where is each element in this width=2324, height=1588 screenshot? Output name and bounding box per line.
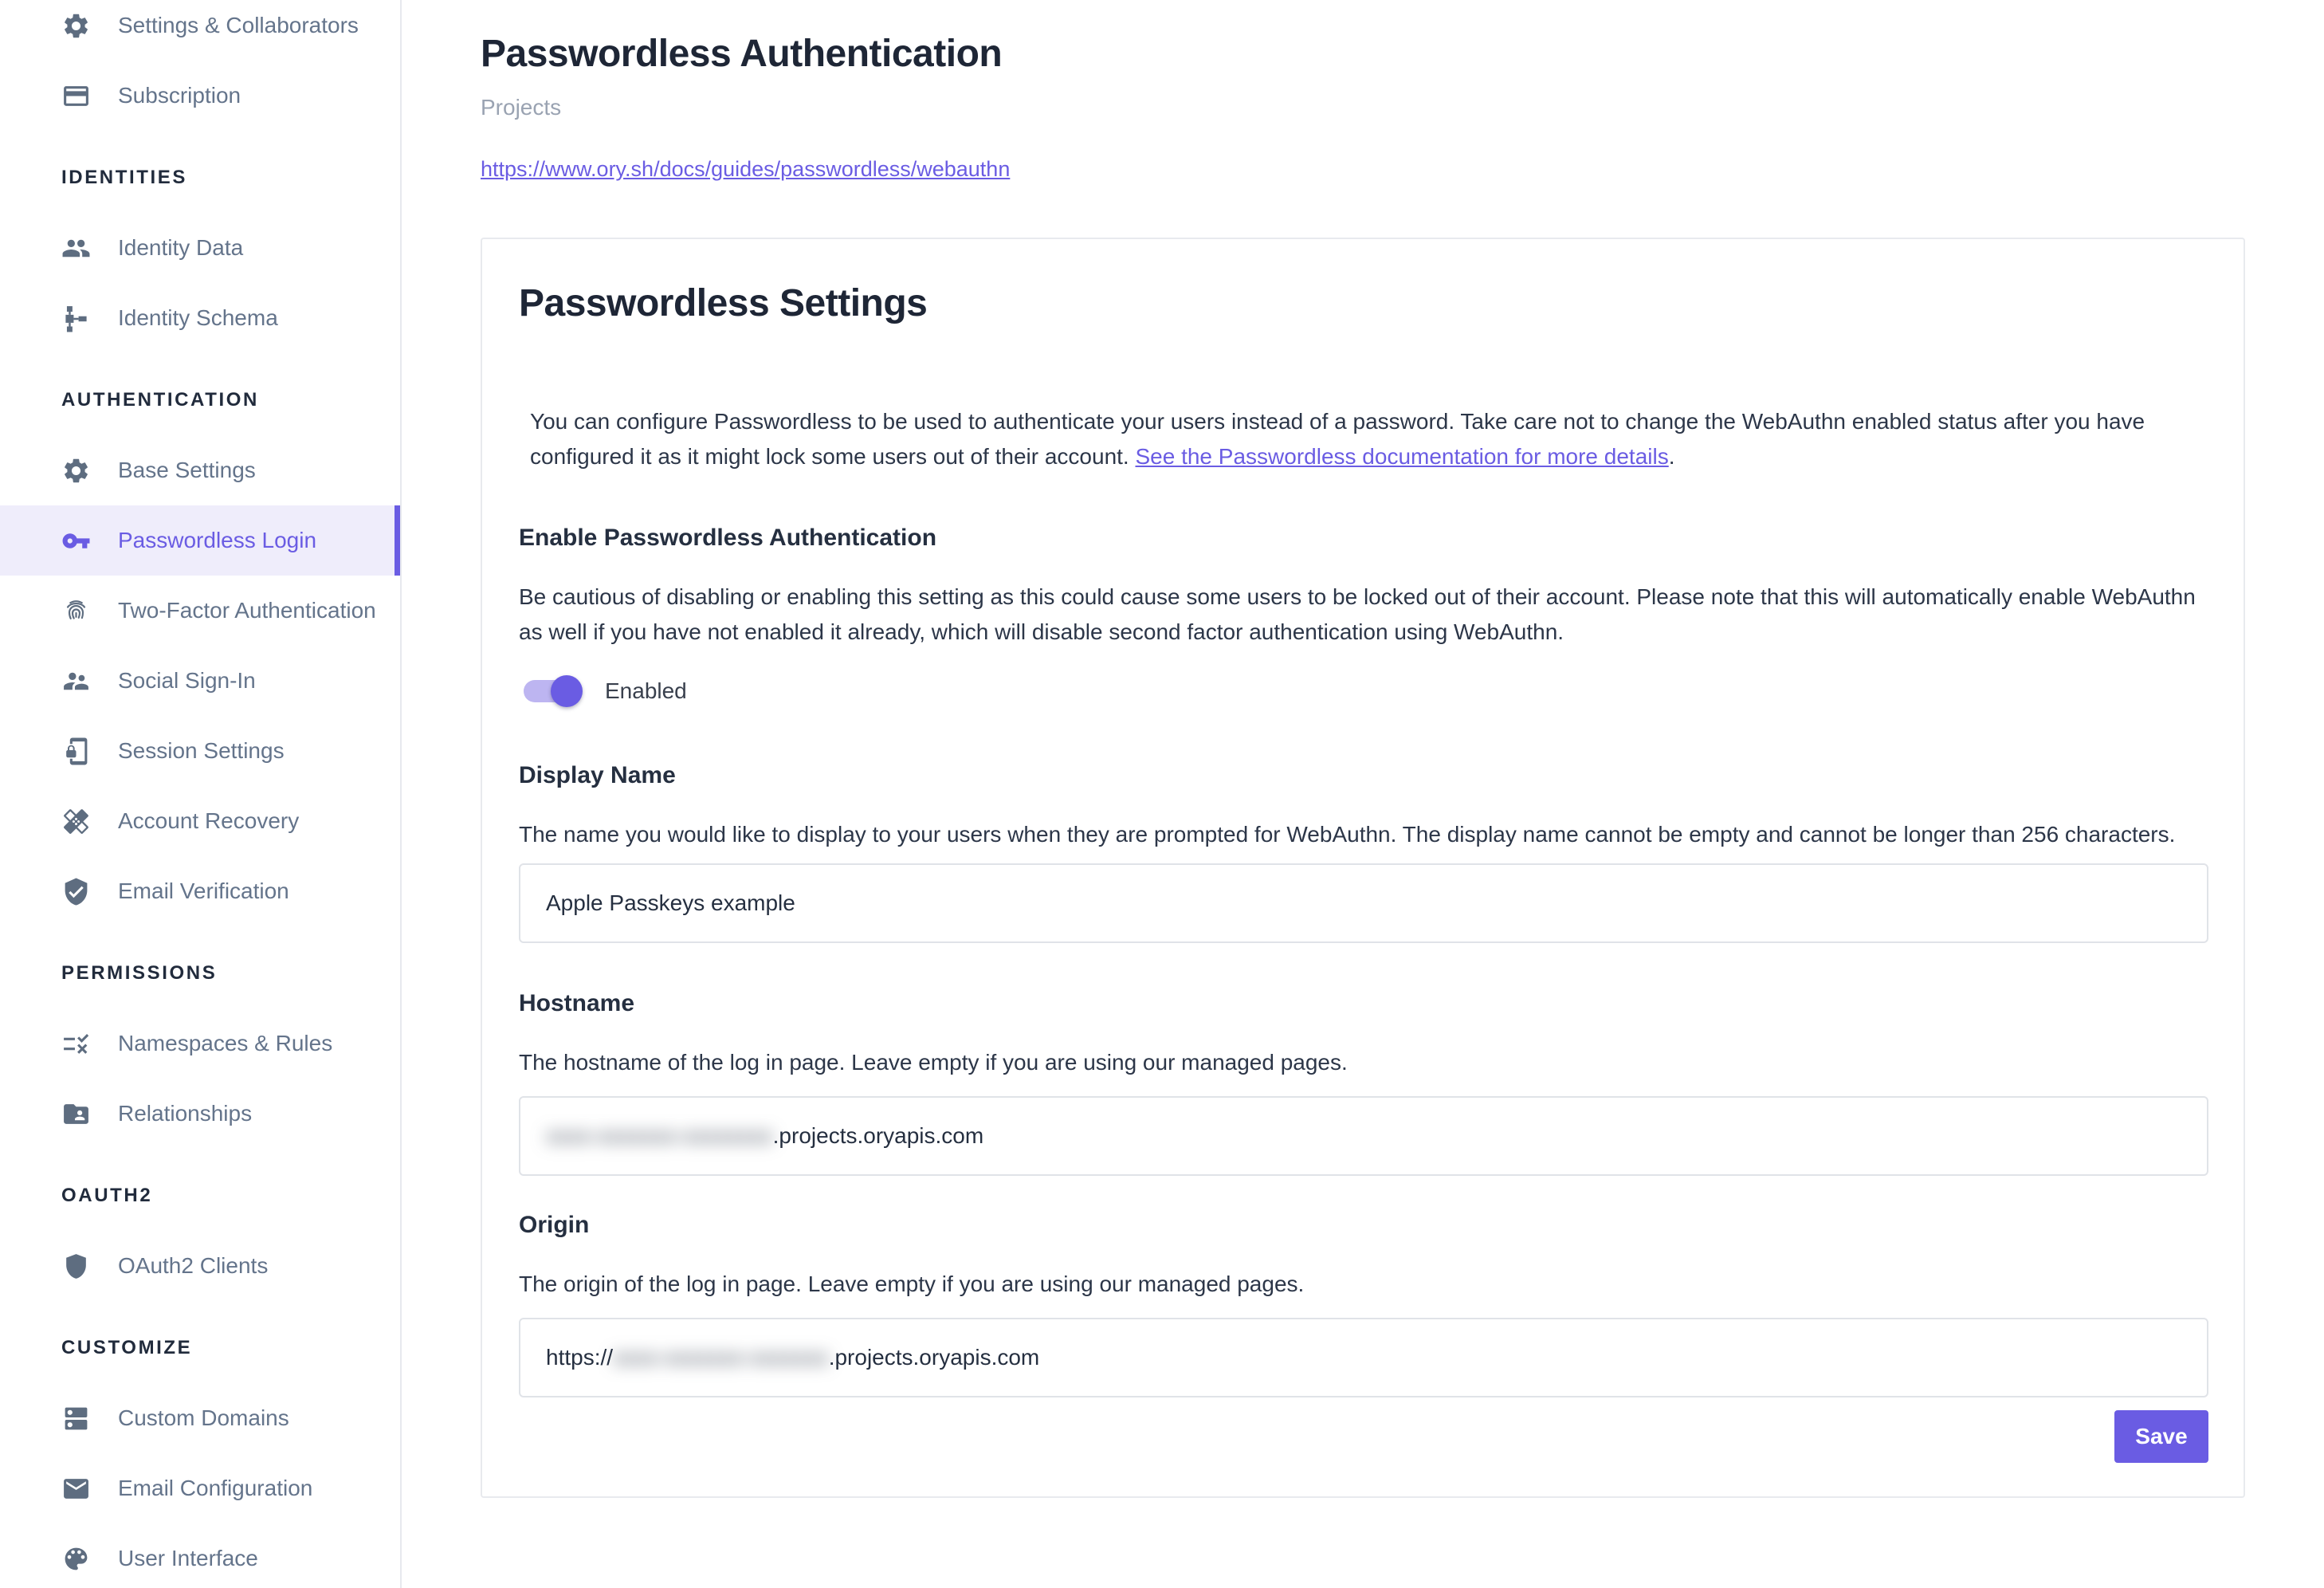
card-actions	[519, 1410, 2208, 1463]
rule-icon	[61, 1029, 91, 1059]
enable-description: Be cautious of disabling or enabling this setting as this could cause some users to be locked out of their account. Please note that this will automatically enable WebAuthn as well if you have not enabled it already, which will disable second factor authentication using WebAuthn.	[519, 584, 2196, 644]
main-content	[402, 0, 2324, 1588]
sidebar-section-authentication: AUTHENTICATION	[61, 389, 259, 411]
save-button[interactable]: Save	[2114, 1410, 2208, 1463]
sidebar-item-identity-data[interactable]	[0, 213, 400, 283]
dns-icon	[61, 1404, 91, 1433]
sidebar-item-custom-domains[interactable]	[0, 1383, 400, 1453]
sidebar-item-email-configuration[interactable]	[0, 1453, 400, 1523]
passwordless-settings-card	[481, 238, 2245, 1498]
card-intro	[519, 404, 2208, 474]
sidebar-item-label: Session Settings	[118, 738, 285, 763]
toggle-label: Enabled	[605, 678, 687, 703]
sidebar-item-account-recovery[interactable]	[0, 786, 400, 856]
sidebar-item-social-sign-in[interactable]	[0, 646, 400, 716]
supervisor-icon	[61, 666, 91, 696]
card-title: Passwordless Settings	[519, 282, 928, 324]
sidebar	[0, 0, 402, 1588]
phonelock-icon	[61, 737, 91, 766]
healing-icon	[61, 807, 91, 836]
sidebar-section-oauth2: OAUTH2	[61, 1185, 153, 1206]
sidebar-item-label: Passwordless Login	[118, 528, 317, 552]
intro-text: You can configure Passwordless to be used to authenticate your users instead of a password. Take care not to change the WebAuthn enabled status after you have configured it as it might lock some users out of their account.	[530, 409, 2145, 469]
sidebar-nav	[0, 0, 400, 1588]
gear-icon	[61, 11, 91, 41]
hostname-description: The hostname of the log in page. Leave empty if you are using our managed pages.	[519, 1050, 1348, 1075]
sidebar-item-base-settings[interactable]	[0, 435, 400, 505]
display-name-input[interactable]	[519, 863, 2208, 943]
sidebar-section-customize: CUSTOMIZE	[61, 1337, 193, 1358]
hostname-redacted: xxxx-xxxxxxx-xxxxxxxx	[546, 1123, 773, 1148]
sidebar-item-label: Two-Factor Authentication	[118, 598, 376, 623]
origin-description: The origin of the log in page. Leave empty if you are using our managed pages.	[519, 1272, 1305, 1296]
sidebar-item-label: Email Configuration	[118, 1476, 313, 1500]
doc-link[interactable]: https://www.ory.sh/docs/guides/passwordless/webauthn	[481, 157, 1011, 181]
sidebar-item-label: Custom Domains	[118, 1405, 289, 1430]
sidebar-item-passwordless-login[interactable]	[0, 505, 400, 576]
display-name-heading: Display Name	[519, 762, 676, 788]
card-icon	[61, 81, 91, 111]
foldershared-icon	[61, 1099, 91, 1129]
sidebar-item-label: Relationships	[118, 1101, 253, 1126]
passwordless-toggle[interactable]	[524, 680, 578, 702]
sidebar-item-relationships[interactable]	[0, 1079, 400, 1149]
sidebar-item-label: User Interface	[118, 1546, 258, 1570]
sidebar-item-label: Identity Data	[118, 235, 244, 260]
shield-icon	[61, 1252, 91, 1281]
schema-icon	[61, 304, 91, 333]
gear-icon	[61, 456, 91, 485]
enable-heading: Enable Passwordless Authentication	[519, 525, 937, 551]
passwordless-docs-link[interactable]: See the Passwordless documentation for more details	[1135, 444, 1669, 469]
hostname-heading: Hostname	[519, 990, 635, 1016]
origin-input[interactable]	[519, 1318, 2208, 1397]
fingerprint-icon	[61, 596, 91, 626]
sidebar-item-two-factor-authentication[interactable]	[0, 576, 400, 646]
sidebar-item-label: Settings & Collaborators	[118, 13, 359, 37]
origin-redacted: xxxx-xxxxxxx-xxxxxxx	[613, 1345, 829, 1370]
page-title: Passwordless Authentication	[481, 33, 1003, 75]
sidebar-item-namespaces-rules[interactable]	[0, 1008, 400, 1079]
sidebar-section-identities: IDENTITIES	[61, 167, 188, 188]
intro-suffix: .	[1668, 444, 1675, 469]
sidebar-item-label: Account Recovery	[118, 808, 300, 833]
hostname-input[interactable]	[519, 1096, 2208, 1176]
sidebar-item-session-settings[interactable]	[0, 716, 400, 786]
sidebar-item-label: Social Sign-In	[118, 668, 256, 693]
origin-suffix: .projects.oryapis.com	[828, 1345, 1040, 1370]
sidebar-item-label: Email Verification	[118, 879, 289, 903]
sidebar-section-permissions: PERMISSIONS	[61, 962, 218, 984]
mail-icon	[61, 1474, 91, 1503]
key-icon	[61, 526, 91, 556]
sidebar-item-identity-schema[interactable]	[0, 283, 400, 353]
sidebar-item-label: Subscription	[118, 83, 241, 108]
sidebar-item-email-verification[interactable]	[0, 856, 400, 926]
verified-icon	[61, 877, 91, 906]
sidebar-item-label: Namespaces & Rules	[118, 1031, 333, 1055]
breadcrumb: Projects	[481, 95, 562, 120]
origin-heading: Origin	[519, 1212, 590, 1238]
hostname-suffix: .projects.oryapis.com	[772, 1123, 984, 1148]
sidebar-item-user-interface[interactable]	[0, 1523, 400, 1588]
group-icon	[61, 234, 91, 263]
sidebar-item-oauth2-clients[interactable]	[0, 1231, 400, 1301]
origin-prefix: https://	[546, 1345, 614, 1370]
enable-toggle-row	[519, 674, 2208, 709]
sidebar-item-label: Base Settings	[118, 458, 256, 482]
sidebar-item-label: OAuth2 Clients	[118, 1253, 269, 1278]
toggle-thumb	[551, 675, 583, 707]
palette-icon	[61, 1544, 91, 1574]
sidebar-item-settings-collaborators[interactable]	[0, 0, 400, 61]
sidebar-item-subscription[interactable]	[0, 61, 400, 131]
sidebar-item-label: Identity Schema	[118, 305, 278, 330]
display-name-description: The name you would like to display to your users when they are prompted for WebAuthn. The display name cannot be empty and cannot be longer than 256 characters.	[519, 822, 2176, 847]
